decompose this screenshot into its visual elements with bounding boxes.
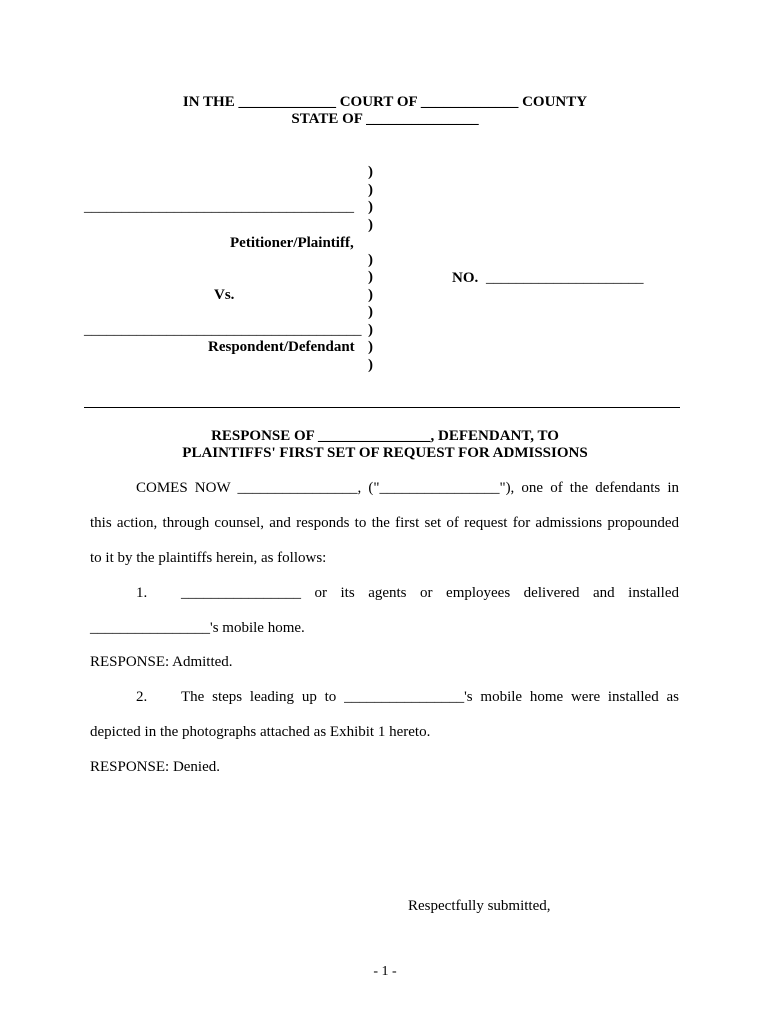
plaintiff-label: Petitioner/Plaintiff, xyxy=(230,235,354,251)
intro-paragraph-line1: COMES NOW ________________, ("________________"), one of the defendants in xyxy=(136,480,679,496)
plaintiff-name-blank: ____________________________________ xyxy=(84,199,354,215)
case-number-label: NO. xyxy=(452,270,479,286)
signoff: Respectfully submitted, xyxy=(408,898,551,914)
caption-paren: ) xyxy=(368,217,373,233)
item2-line2: depicted in the photographs attached as Exhibit 1 hereto. xyxy=(90,724,431,740)
item1-line2: ________________'s mobile home. xyxy=(90,620,305,636)
caption-paren: ) xyxy=(368,164,373,180)
court-heading: IN THE _____________ COURT OF _____________ COUNTY xyxy=(182,94,588,110)
intro-paragraph-line3: to it by the plaintiffs herein, as follows: xyxy=(90,550,327,566)
intro-paragraph-line2: this action, through counsel, and responds to the first set of request for admissions propounded xyxy=(90,515,679,531)
caption-paren: ) xyxy=(368,357,373,373)
item2-line1: The steps leading up to ________________'s mobile home were installed as xyxy=(181,689,679,705)
caption-paren: ) xyxy=(368,304,373,320)
caption-paren: ) xyxy=(368,252,373,268)
defendant-label: Respondent/Defendant xyxy=(208,339,355,355)
caption-divider xyxy=(84,407,680,408)
document-title-line1: RESPONSE OF _______________, DEFENDANT, TO xyxy=(211,428,559,444)
caption-paren: ) xyxy=(368,199,373,215)
response1: RESPONSE: Admitted. xyxy=(90,654,233,670)
response2: RESPONSE: Denied. xyxy=(90,759,221,775)
versus-label: Vs. xyxy=(214,287,235,303)
caption-paren: ) xyxy=(368,269,373,285)
page-number: - 1 - xyxy=(373,964,397,979)
state-heading: STATE OF _______________ xyxy=(291,111,479,127)
item2-number: 2. xyxy=(136,689,148,705)
item1-line1: ________________ or its agents or employees delivered and installed xyxy=(181,585,679,601)
caption-paren: ) xyxy=(368,339,373,355)
document-title-line2: PLAINTIFFS' FIRST SET OF REQUEST FOR ADMISSIONS xyxy=(182,445,588,461)
caption-paren: ) xyxy=(368,182,373,198)
defendant-name-blank: _____________________________________ xyxy=(84,322,362,338)
caption-paren: ) xyxy=(368,322,373,338)
case-number-blank: _____________________ xyxy=(486,270,644,286)
caption-paren: ) xyxy=(368,287,373,303)
item1-number: 1. xyxy=(136,585,148,601)
